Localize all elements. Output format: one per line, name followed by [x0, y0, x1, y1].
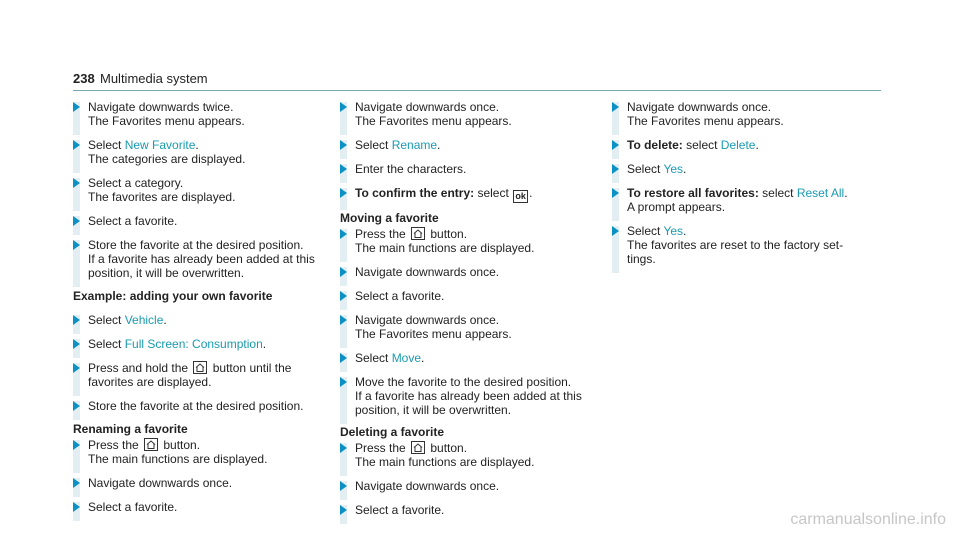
step: To restore all favorites: select Reset All. A prompt appears.	[612, 186, 872, 214]
step-arrow-icon	[612, 164, 619, 174]
step-arrow-icon	[73, 502, 80, 512]
menu-option: Move	[391, 351, 422, 365]
step: Select a favorite.	[73, 500, 313, 514]
step-arrow-icon	[340, 140, 347, 150]
step: Select a favorite.	[340, 503, 600, 517]
step: Select Rename.	[340, 138, 600, 152]
step: To confirm the entry: select ok .	[340, 186, 600, 203]
step-arrow-icon	[340, 164, 347, 174]
menu-option: Rename	[391, 138, 438, 152]
step-arrow-icon	[612, 140, 619, 150]
step: Press the button. The main functions are displayed.	[340, 227, 600, 255]
page-number: 238	[73, 71, 95, 86]
step: Navigate downwards once. The Favorites menu appears.	[340, 313, 600, 341]
menu-option: Yes	[663, 224, 684, 238]
step: Navigate downwards twice. The Favorites menu appears.	[73, 100, 313, 128]
step: Select a favorite.	[73, 214, 313, 228]
step-arrow-icon	[73, 478, 80, 488]
watermark: carmanualsonline.info	[790, 511, 946, 528]
step: Press the button. The main functions are displayed.	[340, 441, 600, 469]
step-arrow-icon	[612, 226, 619, 236]
step-arrow-icon	[73, 315, 80, 325]
step: Move the favorite to the desired position. If a favorite has already been added at this position, it will be overwritten.	[340, 375, 600, 417]
page-title: Multimedia system	[100, 71, 208, 86]
home-icon	[411, 441, 425, 454]
step: Select New Favorite. The categories are displayed.	[73, 138, 313, 166]
step: Press the button. The main functions are displayed.	[73, 438, 313, 466]
step: Select Move.	[340, 351, 600, 365]
step-arrow-icon	[340, 188, 347, 198]
menu-option: New Favorite	[124, 138, 196, 152]
section-heading: Moving a favorite	[340, 211, 439, 225]
step: Store the favorite at the desired position.	[73, 399, 313, 413]
home-icon	[411, 227, 425, 240]
step: Navigate downwards once.	[73, 476, 313, 490]
column-1	[73, 100, 313, 514]
menu-option: Reset All	[796, 186, 845, 200]
step: Press and hold the button until the favorites are displayed.	[73, 361, 313, 389]
column-2	[340, 100, 600, 517]
home-icon	[144, 438, 158, 451]
section-heading: Example: adding your own favorite	[73, 289, 273, 303]
step-arrow-icon	[612, 102, 619, 112]
section-heading: Renaming a favorite	[73, 422, 188, 436]
step: Navigate downwards once. The Favorites menu appears.	[340, 100, 600, 128]
step: Navigate downwards once.	[340, 265, 600, 279]
column-3	[612, 100, 872, 266]
ok-key-icon: ok	[513, 190, 528, 203]
step-arrow-icon	[340, 291, 347, 301]
home-icon	[193, 361, 207, 374]
step-arrow-icon	[340, 102, 347, 112]
step: To delete: select Delete.	[612, 138, 872, 152]
step: Select Yes. The favorites are reset to the factory set- tings.	[612, 224, 872, 266]
step-arrow-icon	[340, 229, 347, 239]
step: Select Full Screen: Consumption.	[73, 337, 313, 351]
section-heading: Deleting a favorite	[340, 425, 445, 439]
step-arrow-icon	[612, 188, 619, 198]
menu-option: Delete	[720, 138, 756, 152]
step: Select a category. The favorites are displayed.	[73, 176, 313, 204]
step-arrow-icon	[73, 102, 80, 112]
step-arrow-icon	[340, 481, 347, 491]
step: Select Yes.	[612, 162, 872, 176]
step: Select a favorite.	[340, 289, 600, 303]
step-arrow-icon	[340, 377, 347, 387]
step-arrow-icon	[73, 401, 80, 411]
step: Enter the characters.	[340, 162, 600, 176]
step-arrow-icon	[73, 240, 80, 250]
menu-option: Yes	[663, 162, 684, 176]
step: Store the favorite at the desired position. If a favorite has already been added at this position, it will be overwritten.	[73, 238, 313, 280]
step-arrow-icon	[340, 353, 347, 363]
menu-option: Full Screen: Consumption	[124, 337, 263, 351]
step-arrow-icon	[340, 267, 347, 277]
step-arrow-icon	[73, 440, 80, 450]
step-arrow-icon	[73, 363, 80, 373]
menu-option: Vehicle	[124, 313, 164, 327]
step: Navigate downwards once.	[340, 479, 600, 493]
page-header	[73, 70, 881, 91]
step: Select Vehicle.	[73, 313, 313, 327]
step-arrow-icon	[340, 315, 347, 325]
step-arrow-icon	[73, 216, 80, 226]
step-arrow-icon	[73, 140, 80, 150]
step-arrow-icon	[340, 443, 347, 453]
step: Navigate downwards once. The Favorites menu appears.	[612, 100, 872, 128]
step-arrow-icon	[73, 339, 80, 349]
step-arrow-icon	[73, 178, 80, 188]
step-arrow-icon	[340, 505, 347, 515]
